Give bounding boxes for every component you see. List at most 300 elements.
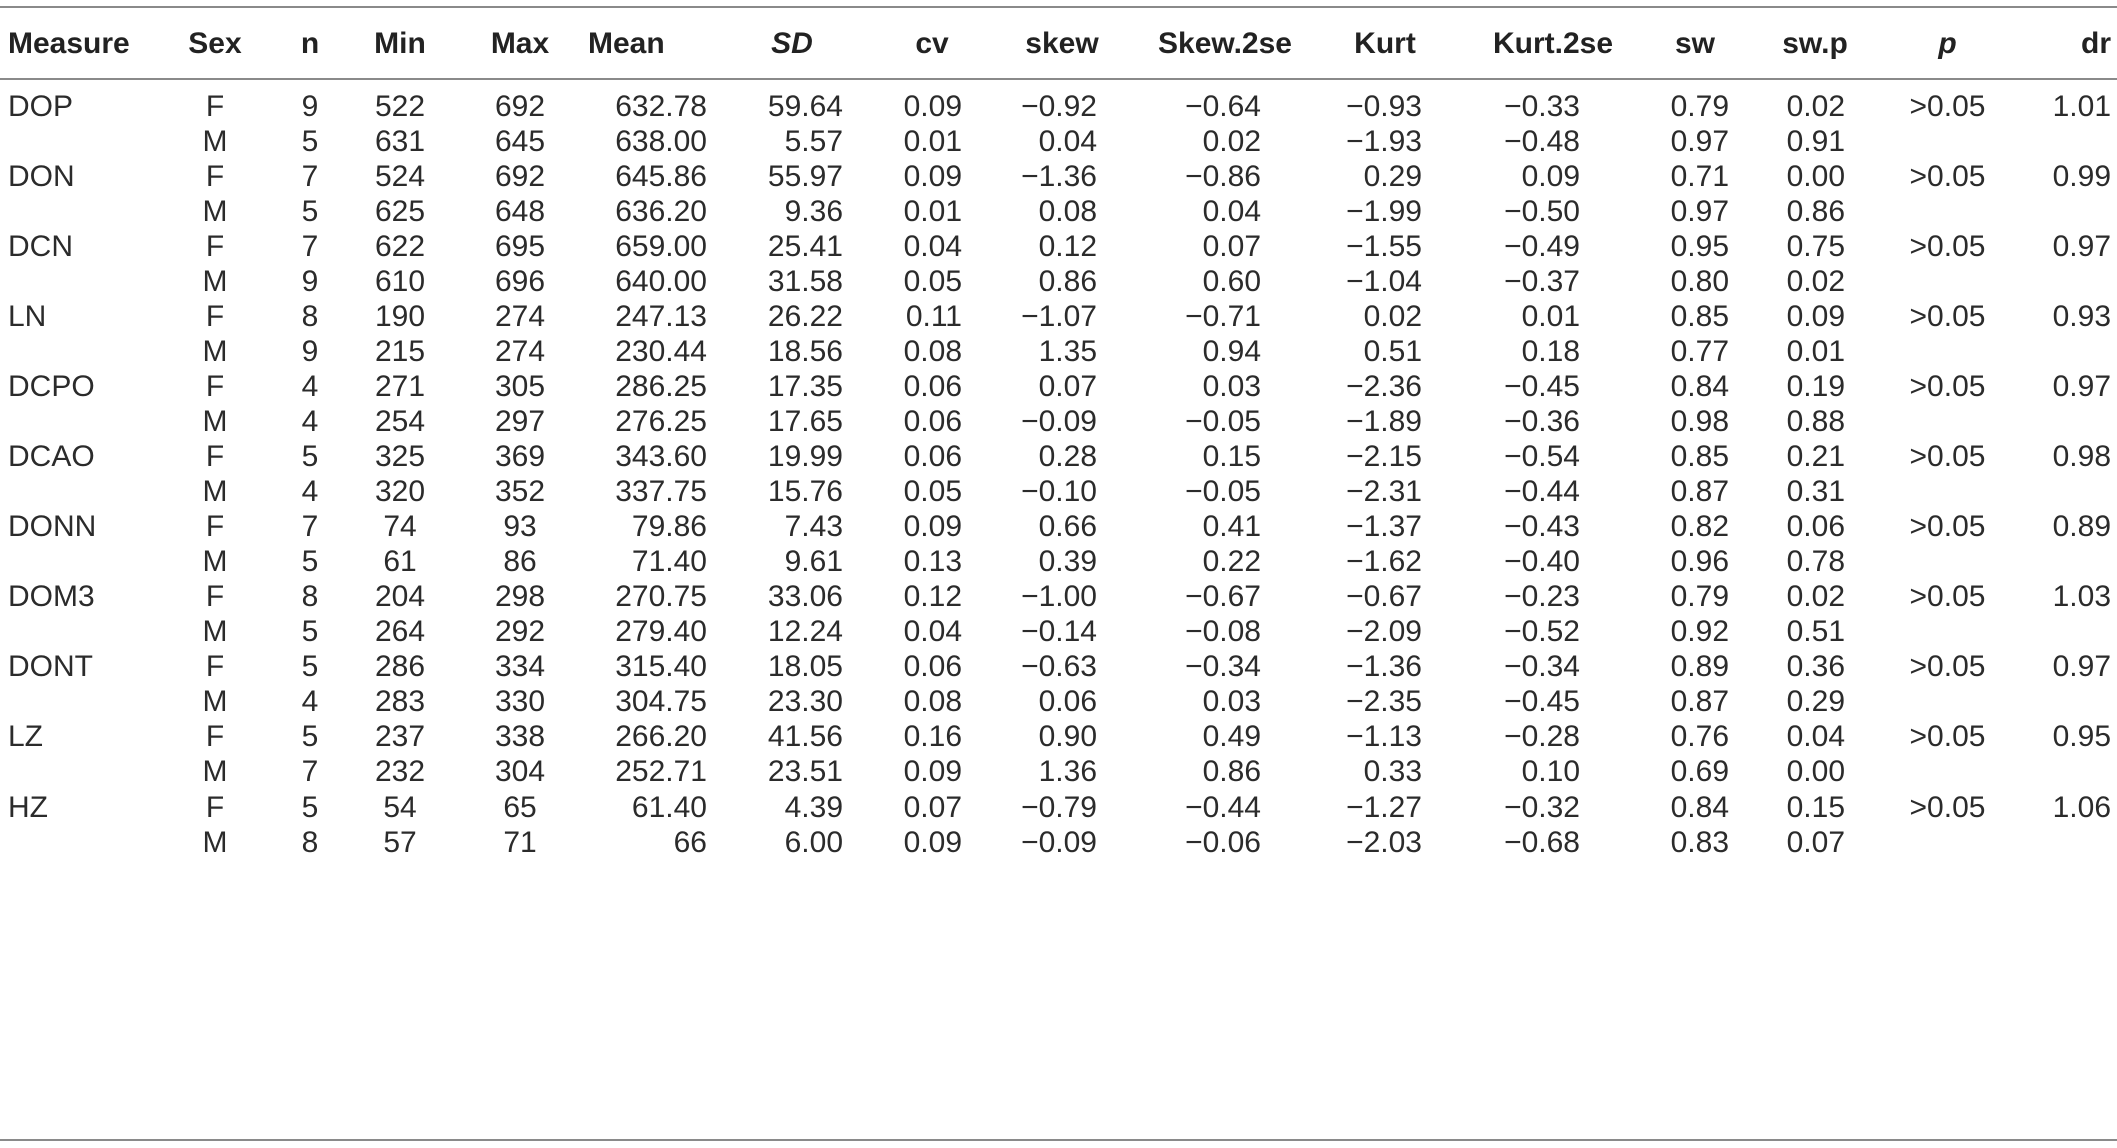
cell-sw: 0.77 (1670, 334, 1729, 368)
cell-cv: 0.05 (903, 475, 962, 509)
cell-min: 204 (374, 580, 426, 614)
cell-cv: 0.06 (903, 440, 962, 473)
cell-sd: 55.97 (767, 159, 843, 193)
cell-dr: 0.97 (2052, 650, 2111, 684)
cell-n: 4 (301, 404, 319, 438)
cell-sex: M (202, 755, 228, 789)
cell-max: 330 (494, 685, 546, 719)
cell-sw: 0.95 (1670, 229, 1729, 263)
cell-kurt2se: −0.52 (1504, 615, 1580, 649)
cell-kurt: −1.62 (1346, 545, 1422, 579)
cell-max: 304 (494, 755, 546, 789)
cell-skew: 0.06 (1038, 685, 1097, 719)
cell-mean: 304.75 (615, 685, 707, 719)
cell-sw: 0.84 (1670, 790, 1729, 824)
cell-measure: DCPO (8, 369, 95, 403)
cell-skew: 0.12 (1038, 229, 1097, 263)
cell-mean: 276.25 (615, 404, 707, 438)
cell-dr: 1.01 (2052, 89, 2111, 123)
cell-kurt2se: −0.32 (1504, 790, 1580, 824)
header-kurt2se: Kurt.2se (1492, 27, 1614, 60)
cell-max: 65 (503, 790, 537, 824)
cell-p: >0.05 (1909, 720, 1986, 754)
cell-kurt: −1.93 (1346, 124, 1422, 158)
cell-sd: 23.51 (767, 755, 843, 789)
cell-sw: 0.76 (1670, 720, 1729, 754)
cell-n: 5 (301, 440, 319, 473)
cell-n: 8 (301, 299, 319, 333)
cell-mean: 636.20 (615, 194, 707, 228)
cell-skew2se: 0.49 (1202, 720, 1261, 754)
cell-skew: −0.09 (1021, 825, 1097, 859)
cell-sex: F (205, 229, 225, 263)
cell-n: 5 (301, 124, 319, 158)
cell-sex: F (205, 650, 225, 684)
cell-max: 334 (494, 650, 546, 684)
cell-sw: 0.97 (1670, 124, 1729, 158)
cell-max: 93 (503, 510, 537, 544)
cell-cv: 0.04 (903, 229, 962, 263)
cell-kurt: 0.29 (1363, 159, 1422, 193)
cell-cv: 0.08 (903, 685, 962, 719)
cell-max: 352 (494, 475, 546, 509)
cell-swp: 0.91 (1786, 124, 1845, 158)
cell-p: >0.05 (1909, 650, 1986, 684)
cell-max: 298 (494, 580, 546, 614)
cell-sd: 9.36 (784, 194, 843, 228)
cell-kurt2se: 0.09 (1521, 159, 1580, 193)
cell-kurt2se: −0.49 (1504, 229, 1580, 263)
cell-sw: 0.83 (1670, 825, 1729, 859)
cell-sd: 17.35 (767, 369, 843, 403)
cell-kurt: −2.35 (1346, 685, 1422, 719)
cell-kurt2se: 0.01 (1521, 299, 1580, 333)
cell-sd: 5.57 (784, 124, 843, 158)
cell-dr: 0.98 (2052, 440, 2111, 473)
cell-sex: F (205, 790, 225, 824)
cell-mean: 71.40 (631, 545, 707, 579)
cell-cv: 0.16 (903, 720, 962, 754)
cell-dr: 0.97 (2052, 369, 2111, 403)
cell-swp: 0.02 (1786, 89, 1845, 123)
cell-cv: 0.06 (903, 650, 962, 684)
cell-min: 54 (383, 790, 417, 824)
cell-min: 524 (374, 159, 426, 193)
cell-kurt: −2.36 (1346, 369, 1422, 403)
cell-skew2se: −0.64 (1185, 89, 1261, 123)
cell-cv: 0.12 (903, 580, 962, 614)
cell-kurt2se: −0.43 (1504, 510, 1580, 544)
cell-max: 695 (494, 229, 546, 263)
cell-swp: 0.51 (1786, 615, 1845, 649)
header-skew: skew (1025, 27, 1099, 60)
cell-swp: 0.07 (1786, 825, 1845, 859)
cell-kurt: −1.27 (1346, 790, 1422, 824)
cell-swp: 0.75 (1786, 229, 1845, 263)
cell-p: >0.05 (1909, 159, 1986, 193)
cell-sd: 18.05 (767, 650, 843, 684)
cell-sw: 0.82 (1670, 510, 1729, 544)
header-max: Max (490, 27, 550, 60)
cell-sw: 0.84 (1670, 369, 1729, 403)
cell-max: 274 (494, 334, 546, 368)
cell-sd: 15.76 (767, 475, 843, 509)
cell-skew2se: 0.41 (1202, 510, 1261, 544)
cell-max: 692 (494, 89, 546, 123)
cell-p: >0.05 (1909, 580, 1986, 614)
header-swp: sw.p (1782, 27, 1848, 60)
cell-cv: 0.13 (903, 545, 962, 579)
cell-n: 4 (301, 685, 319, 719)
cell-cv: 0.08 (903, 334, 962, 368)
cell-sex: M (202, 264, 228, 298)
cell-skew: −0.63 (1021, 650, 1097, 684)
cell-skew2se: −0.08 (1185, 615, 1261, 649)
cell-cv: 0.05 (903, 264, 962, 298)
cell-sex: F (205, 369, 225, 403)
cell-mean: 659.00 (615, 229, 707, 263)
cell-skew2se: 0.15 (1202, 440, 1261, 473)
cell-skew2se: 0.22 (1202, 545, 1261, 579)
cell-n: 4 (301, 475, 319, 509)
cell-sd: 18.56 (767, 334, 843, 368)
cell-swp: 0.31 (1786, 475, 1845, 509)
cell-kurt: −2.03 (1346, 825, 1422, 859)
cell-swp: 0.00 (1786, 755, 1845, 789)
cell-skew: 0.66 (1038, 510, 1097, 544)
cell-sw: 0.89 (1670, 650, 1729, 684)
cell-skew2se: −0.44 (1185, 790, 1261, 824)
cell-sw: 0.85 (1670, 440, 1729, 473)
cell-dr: 0.95 (2052, 720, 2111, 754)
cell-kurt2se: −0.48 (1504, 124, 1580, 158)
cell-mean: 252.71 (615, 755, 707, 789)
cell-kurt: −1.99 (1346, 194, 1422, 228)
cell-p: >0.05 (1909, 790, 1986, 824)
cell-mean: 343.60 (615, 440, 707, 473)
cell-measure (8, 819, 148, 866)
cell-n: 5 (301, 194, 319, 228)
cell-p: >0.05 (1909, 440, 1986, 473)
cell-mean: 79.86 (631, 510, 707, 544)
cell-kurt: −1.89 (1346, 404, 1422, 438)
cell-sex: F (205, 159, 225, 193)
cell-skew2se: −0.67 (1185, 580, 1261, 614)
cell-kurt2se: −0.33 (1504, 89, 1580, 123)
header-skew2se: Skew.2se (1158, 27, 1292, 60)
table-top-rule (0, 6, 2117, 8)
cell-sex: M (202, 685, 228, 719)
cell-skew2se: 0.03 (1202, 369, 1261, 403)
cell-n: 9 (301, 89, 319, 123)
cell-sw: 0.85 (1670, 299, 1729, 333)
cell-min: 631 (374, 124, 426, 158)
cell-sw: 0.69 (1670, 755, 1729, 789)
cell-kurt2se: −0.36 (1504, 404, 1580, 438)
cell-max: 369 (494, 440, 546, 473)
cell-sex: M (202, 194, 228, 228)
cell-mean: 230.44 (615, 334, 707, 368)
cell-min: 522 (374, 89, 426, 123)
header-n: n (300, 27, 320, 60)
cell-kurt2se: −0.40 (1504, 545, 1580, 579)
cell-p (1900, 819, 1995, 866)
cell-sw: 0.96 (1670, 545, 1729, 579)
cell-swp: 0.09 (1786, 299, 1845, 333)
cell-sex: F (205, 440, 225, 473)
cell-min: 622 (374, 229, 426, 263)
cell-kurt: −1.13 (1346, 720, 1422, 754)
cell-measure: DONT (8, 650, 93, 684)
cell-sd: 59.64 (767, 89, 843, 123)
cell-p: >0.05 (1909, 369, 1986, 403)
cell-dr: 0.99 (2052, 159, 2111, 193)
cell-swp: 0.36 (1786, 650, 1845, 684)
cell-sd: 41.56 (767, 720, 843, 754)
cell-min: 610 (374, 264, 426, 298)
header-cv: cv (915, 27, 949, 60)
cell-min: 254 (374, 404, 426, 438)
cell-kurt: 0.51 (1363, 334, 1422, 368)
cell-kurt: −1.04 (1346, 264, 1422, 298)
cell-mean: 279.40 (615, 615, 707, 649)
cell-n: 8 (301, 825, 319, 859)
cell-skew: 1.36 (1038, 755, 1097, 789)
cell-mean: 638.00 (615, 124, 707, 158)
cell-kurt: −2.31 (1346, 475, 1422, 509)
cell-kurt: −1.55 (1346, 229, 1422, 263)
cell-min: 325 (374, 440, 426, 473)
cell-n: 7 (301, 229, 319, 263)
cell-n: 5 (301, 650, 319, 684)
cell-min: 232 (374, 755, 426, 789)
cell-skew: 0.86 (1038, 264, 1097, 298)
cell-max: 71 (503, 825, 537, 859)
cell-cv: 0.09 (903, 510, 962, 544)
cell-cv: 0.09 (903, 89, 962, 123)
cell-n: 7 (301, 159, 319, 193)
cell-sex: F (205, 89, 225, 123)
cell-sw: 0.98 (1670, 404, 1729, 438)
cell-measure: LN (8, 299, 47, 333)
cell-sd: 12.24 (767, 615, 843, 649)
cell-dr: 1.06 (2052, 790, 2111, 824)
cell-dr: 1.03 (2052, 580, 2111, 614)
cell-swp: 0.02 (1786, 580, 1845, 614)
cell-max: 292 (494, 615, 546, 649)
cell-swp: 0.06 (1786, 510, 1845, 544)
table-header-row (0, 16, 2117, 72)
cell-mean: 286.25 (615, 369, 707, 403)
cell-n: 9 (301, 334, 319, 368)
cell-cv: 0.11 (905, 299, 962, 333)
cell-n: 4 (301, 369, 319, 403)
cell-sd: 4.39 (784, 790, 843, 824)
cell-sw: 0.97 (1670, 194, 1729, 228)
cell-p: >0.05 (1909, 299, 1986, 333)
cell-swp: 0.01 (1786, 334, 1845, 368)
cell-sd: 33.06 (767, 580, 843, 614)
cell-max: 696 (494, 264, 546, 298)
cell-skew2se: −0.86 (1185, 159, 1261, 193)
cell-swp: 0.19 (1786, 369, 1845, 403)
cell-sex: F (205, 510, 225, 544)
cell-skew: −0.14 (1021, 615, 1097, 649)
cell-skew2se: 0.07 (1202, 229, 1261, 263)
table-header-rule (0, 78, 2117, 80)
cell-cv: 0.06 (903, 369, 962, 403)
cell-sw: 0.71 (1670, 159, 1729, 193)
header-min: Min (374, 27, 426, 60)
header-sex: Sex (188, 27, 242, 60)
cell-cv: 0.04 (903, 615, 962, 649)
cell-skew: −1.36 (1021, 159, 1097, 193)
cell-sex: F (205, 299, 225, 333)
cell-min: 61 (383, 545, 417, 579)
cell-dr (2020, 819, 2111, 866)
cell-skew: 0.28 (1038, 440, 1097, 473)
cell-kurt2se: −0.37 (1504, 264, 1580, 298)
header-mean: Mean (588, 27, 665, 60)
cell-mean: 66 (673, 825, 707, 859)
header-sw: sw (1674, 27, 1716, 60)
cell-max: 338 (494, 720, 546, 754)
cell-measure: LZ (8, 720, 44, 754)
cell-kurt: 0.02 (1363, 299, 1422, 333)
cell-kurt2se: 0.18 (1521, 334, 1580, 368)
cell-min: 264 (374, 615, 426, 649)
cell-kurt2se: −0.34 (1504, 650, 1580, 684)
cell-sd: 26.22 (767, 299, 843, 333)
cell-max: 274 (494, 299, 546, 333)
cell-mean: 640.00 (615, 264, 707, 298)
cell-cv: 0.06 (903, 404, 962, 438)
cell-skew2se: −0.34 (1185, 650, 1261, 684)
cell-cv: 0.09 (903, 755, 962, 789)
cell-swp: 0.78 (1786, 545, 1845, 579)
cell-measure: HZ (8, 790, 48, 824)
cell-n: 5 (301, 615, 319, 649)
cell-min: 283 (374, 685, 426, 719)
cell-max: 86 (503, 545, 537, 579)
cell-swp: 0.21 (1786, 440, 1845, 473)
cell-measure: DCAO (8, 440, 95, 473)
table-row (0, 819, 2117, 866)
cell-kurt2se: 0.10 (1521, 755, 1580, 789)
header-kurt: Kurt (1354, 27, 1416, 60)
cell-kurt: −0.93 (1346, 89, 1422, 123)
cell-cv: 0.09 (903, 159, 962, 193)
cell-skew: −0.09 (1021, 404, 1097, 438)
cell-max: 297 (494, 404, 546, 438)
cell-skew2se: 0.03 (1202, 685, 1261, 719)
cell-mean: 632.78 (615, 89, 707, 123)
cell-mean: 247.13 (615, 299, 707, 333)
cell-kurt: −2.15 (1346, 440, 1422, 473)
cell-swp: 0.02 (1786, 264, 1845, 298)
cell-max: 692 (494, 159, 546, 193)
cell-p: >0.05 (1909, 89, 1986, 123)
cell-measure: DOP (8, 89, 74, 123)
cell-sd: 7.43 (784, 510, 843, 544)
header-sd: SD (771, 27, 813, 60)
cell-dr: 0.93 (2052, 299, 2111, 333)
cell-min: 271 (374, 369, 426, 403)
cell-kurt: −2.09 (1346, 615, 1422, 649)
cell-cv: 0.01 (903, 194, 962, 228)
cell-swp: 0.86 (1786, 194, 1845, 228)
cell-min: 286 (374, 650, 426, 684)
cell-n: 5 (301, 790, 319, 824)
cell-kurt2se: −0.68 (1504, 825, 1580, 859)
cell-min: 320 (374, 475, 426, 509)
cell-mean: 315.40 (615, 650, 707, 684)
cell-kurt: −1.37 (1346, 510, 1422, 544)
cell-sex: F (205, 580, 225, 614)
cell-sw: 0.87 (1670, 685, 1729, 719)
header-p: p (1938, 27, 1957, 60)
cell-mean: 270.75 (615, 580, 707, 614)
cell-kurt2se: −0.45 (1504, 685, 1580, 719)
cell-skew: −0.92 (1021, 89, 1097, 123)
cell-sd: 9.61 (784, 545, 843, 579)
cell-max: 645 (494, 124, 546, 158)
cell-skew2se: 0.86 (1202, 755, 1261, 789)
cell-skew: 0.90 (1038, 720, 1097, 754)
cell-sw: 0.79 (1670, 89, 1729, 123)
cell-measure: DONN (8, 510, 97, 544)
header-measure: Measure (8, 27, 130, 60)
cell-sex: M (202, 475, 228, 509)
cell-mean: 61.40 (631, 790, 707, 824)
cell-sd: 17.65 (767, 404, 843, 438)
cell-sw: 0.79 (1670, 580, 1729, 614)
cell-swp: 0.15 (1786, 790, 1845, 824)
cell-swp: 0.00 (1786, 159, 1845, 193)
cell-n: 8 (301, 580, 319, 614)
cell-min: 190 (374, 299, 426, 333)
cell-swp: 0.29 (1786, 685, 1845, 719)
cell-kurt2se: −0.28 (1504, 720, 1580, 754)
table-bottom-rule (0, 1139, 2117, 1141)
cell-skew: 0.39 (1038, 545, 1097, 579)
cell-p: >0.05 (1909, 229, 1986, 263)
cell-skew2se: −0.71 (1185, 299, 1261, 333)
cell-n: 5 (301, 545, 319, 579)
cell-sd: 31.58 (767, 264, 843, 298)
cell-kurt2se: −0.45 (1504, 369, 1580, 403)
cell-skew2se: 0.94 (1202, 334, 1261, 368)
cell-skew2se: −0.05 (1185, 404, 1261, 438)
cell-skew: −0.79 (1021, 790, 1097, 824)
cell-sw: 0.92 (1670, 615, 1729, 649)
cell-cv: 0.01 (903, 124, 962, 158)
cell-skew: 0.07 (1038, 369, 1097, 403)
cell-skew: 0.08 (1038, 194, 1097, 228)
cell-n: 7 (301, 755, 319, 789)
cell-measure: DCN (8, 229, 73, 263)
cell-n: 9 (301, 264, 319, 298)
cell-kurt: −0.67 (1346, 580, 1422, 614)
header-dr: dr (2081, 27, 2111, 60)
cell-skew: 0.04 (1038, 124, 1097, 158)
cell-cv: 0.07 (903, 790, 962, 824)
cell-sex: F (205, 720, 225, 754)
cell-skew2se: 0.02 (1202, 124, 1261, 158)
cell-sex: M (202, 404, 228, 438)
cell-sex: M (202, 124, 228, 158)
cell-sw: 0.87 (1670, 475, 1729, 509)
